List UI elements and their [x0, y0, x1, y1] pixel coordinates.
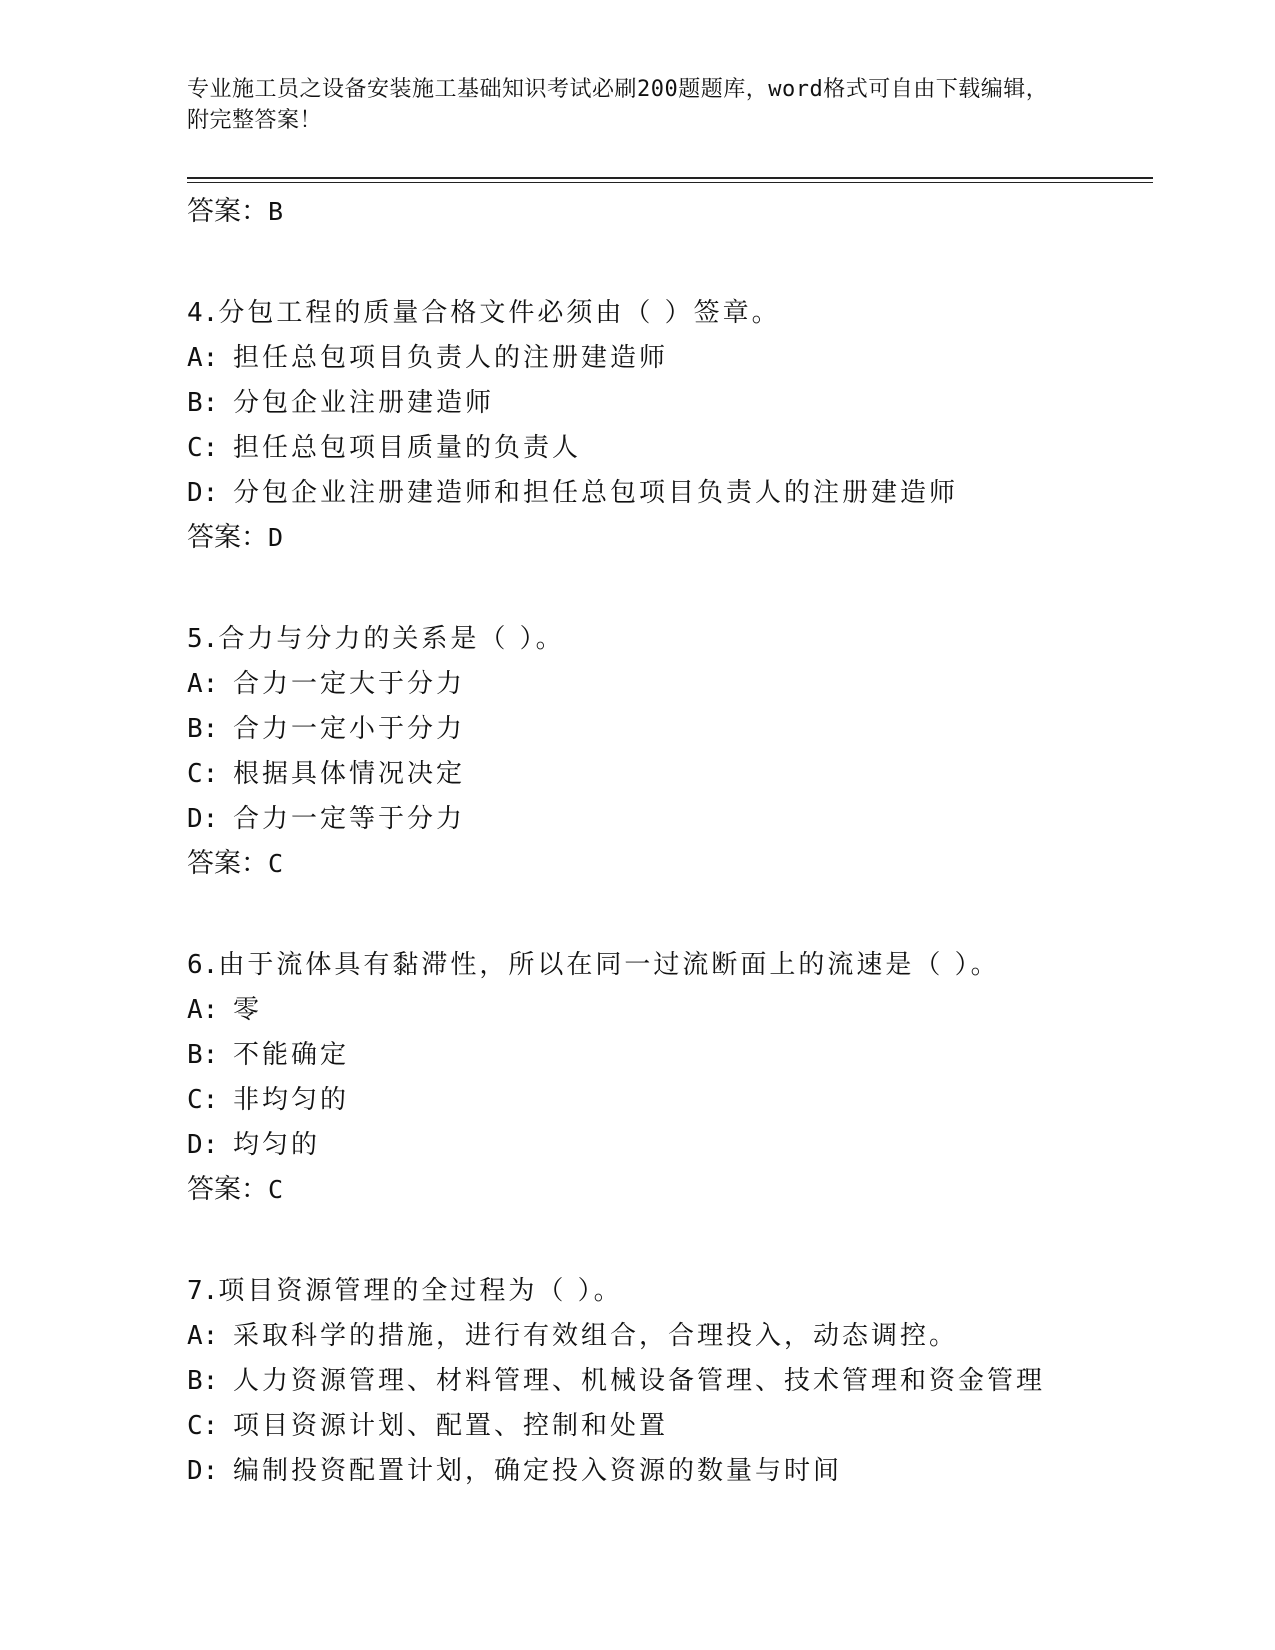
block-spacer: [187, 560, 1153, 616]
option-key: A:: [187, 343, 219, 373]
option-text: 编制投资配置计划，确定投入资源的数量与时间: [233, 1456, 843, 1486]
option-text: 担任总包项目质量的负责人: [233, 433, 582, 463]
option-text: 零: [233, 995, 263, 1025]
answer-label: 答案：: [187, 848, 268, 879]
question-text: 由于流体具有黏滞性，所以在同一过流断面上的流速是（ ）。: [218, 950, 1000, 980]
option-a: [187, 336, 1153, 381]
question-text: 分包工程的质量合格文件必须由（ ）签章。: [218, 298, 781, 328]
question-stem: [187, 942, 1153, 988]
option-d: [187, 1123, 1153, 1168]
block-spacer: [187, 1212, 1153, 1268]
option-key: D:: [187, 1456, 219, 1486]
option-key: B:: [187, 1040, 219, 1070]
question-text: 合力与分力的关系是（ ）。: [218, 624, 565, 654]
document-page: [187, 0, 1153, 1650]
option-text: 合力一定等于分力: [233, 804, 466, 834]
option-c: [187, 1078, 1153, 1123]
answer-label: 答案：: [187, 196, 268, 227]
option-text: 担任总包项目负责人的注册建造师: [233, 343, 669, 373]
block-spacer: [187, 886, 1153, 942]
page-header-title: 专业施工员之设备安装施工基础知识考试必刷200题题库，word格式可自由下载编辑，附完整答案！: [187, 77, 1049, 133]
question-stem: [187, 290, 1153, 336]
question-list: [187, 190, 1153, 1494]
answer-line: [187, 842, 1153, 886]
option-c: [187, 752, 1153, 797]
question-text: 项目资源管理的全过程为（ ）。: [218, 1276, 623, 1306]
option-text: 合力一定小于分力: [233, 714, 466, 744]
option-text: 人力资源管理、材料管理、机械设备管理、技术管理和资金管理: [233, 1366, 1046, 1396]
question-number: 6.: [187, 950, 219, 980]
option-b: [187, 1033, 1153, 1078]
option-key: C:: [187, 759, 219, 789]
answer-label: 答案：: [187, 1174, 268, 1205]
option-d: [187, 1449, 1153, 1494]
option-d: [187, 797, 1153, 842]
question-stem: [187, 616, 1153, 662]
answer-value: C: [268, 1175, 284, 1204]
option-text: 采取科学的措施，进行有效组合，合理投入，动态调控。: [233, 1321, 959, 1351]
option-a: [187, 988, 1153, 1033]
option-key: A:: [187, 995, 219, 1025]
option-a: [187, 1314, 1153, 1359]
option-key: B:: [187, 388, 219, 418]
answer-value: C: [268, 849, 284, 878]
option-text: 项目资源计划、配置、控制和处置: [233, 1411, 669, 1441]
option-text: 合力一定大于分力: [233, 669, 466, 699]
option-text: 分包企业注册建造师和担任总包项目负责人的注册建造师: [233, 478, 959, 508]
block-spacer: [187, 234, 1153, 290]
option-key: B:: [187, 714, 219, 744]
option-a: [187, 662, 1153, 707]
option-key: D:: [187, 478, 219, 508]
option-c: [187, 1404, 1153, 1449]
option-text: 均匀的: [233, 1130, 321, 1160]
answer-value: D: [268, 523, 284, 552]
answer-line: [187, 1168, 1153, 1212]
option-key: B:: [187, 1366, 219, 1396]
answer-line: [187, 516, 1153, 560]
option-key: D:: [187, 804, 219, 834]
option-d: [187, 471, 1153, 516]
option-c: [187, 426, 1153, 471]
option-text: 根据具体情况决定: [233, 759, 466, 789]
option-b: [187, 381, 1153, 426]
question-number: 4.: [187, 298, 219, 328]
question-stem: [187, 1268, 1153, 1314]
answer-label: 答案：: [187, 522, 268, 553]
option-b: [187, 707, 1153, 752]
option-key: C:: [187, 433, 219, 463]
option-b: [187, 1359, 1153, 1404]
option-text: 分包企业注册建造师: [233, 388, 495, 418]
answer-value: B: [268, 197, 284, 226]
question-number: 5.: [187, 624, 219, 654]
option-key: D:: [187, 1130, 219, 1160]
option-text: 不能确定: [233, 1040, 350, 1070]
option-text: 非均匀的: [233, 1085, 350, 1115]
option-key: A:: [187, 1321, 219, 1351]
question-number: 7.: [187, 1276, 219, 1306]
header-divider: [187, 177, 1153, 183]
answer-line: [187, 190, 1153, 234]
option-key: C:: [187, 1085, 219, 1115]
option-key: A:: [187, 669, 219, 699]
option-key: C:: [187, 1411, 219, 1441]
